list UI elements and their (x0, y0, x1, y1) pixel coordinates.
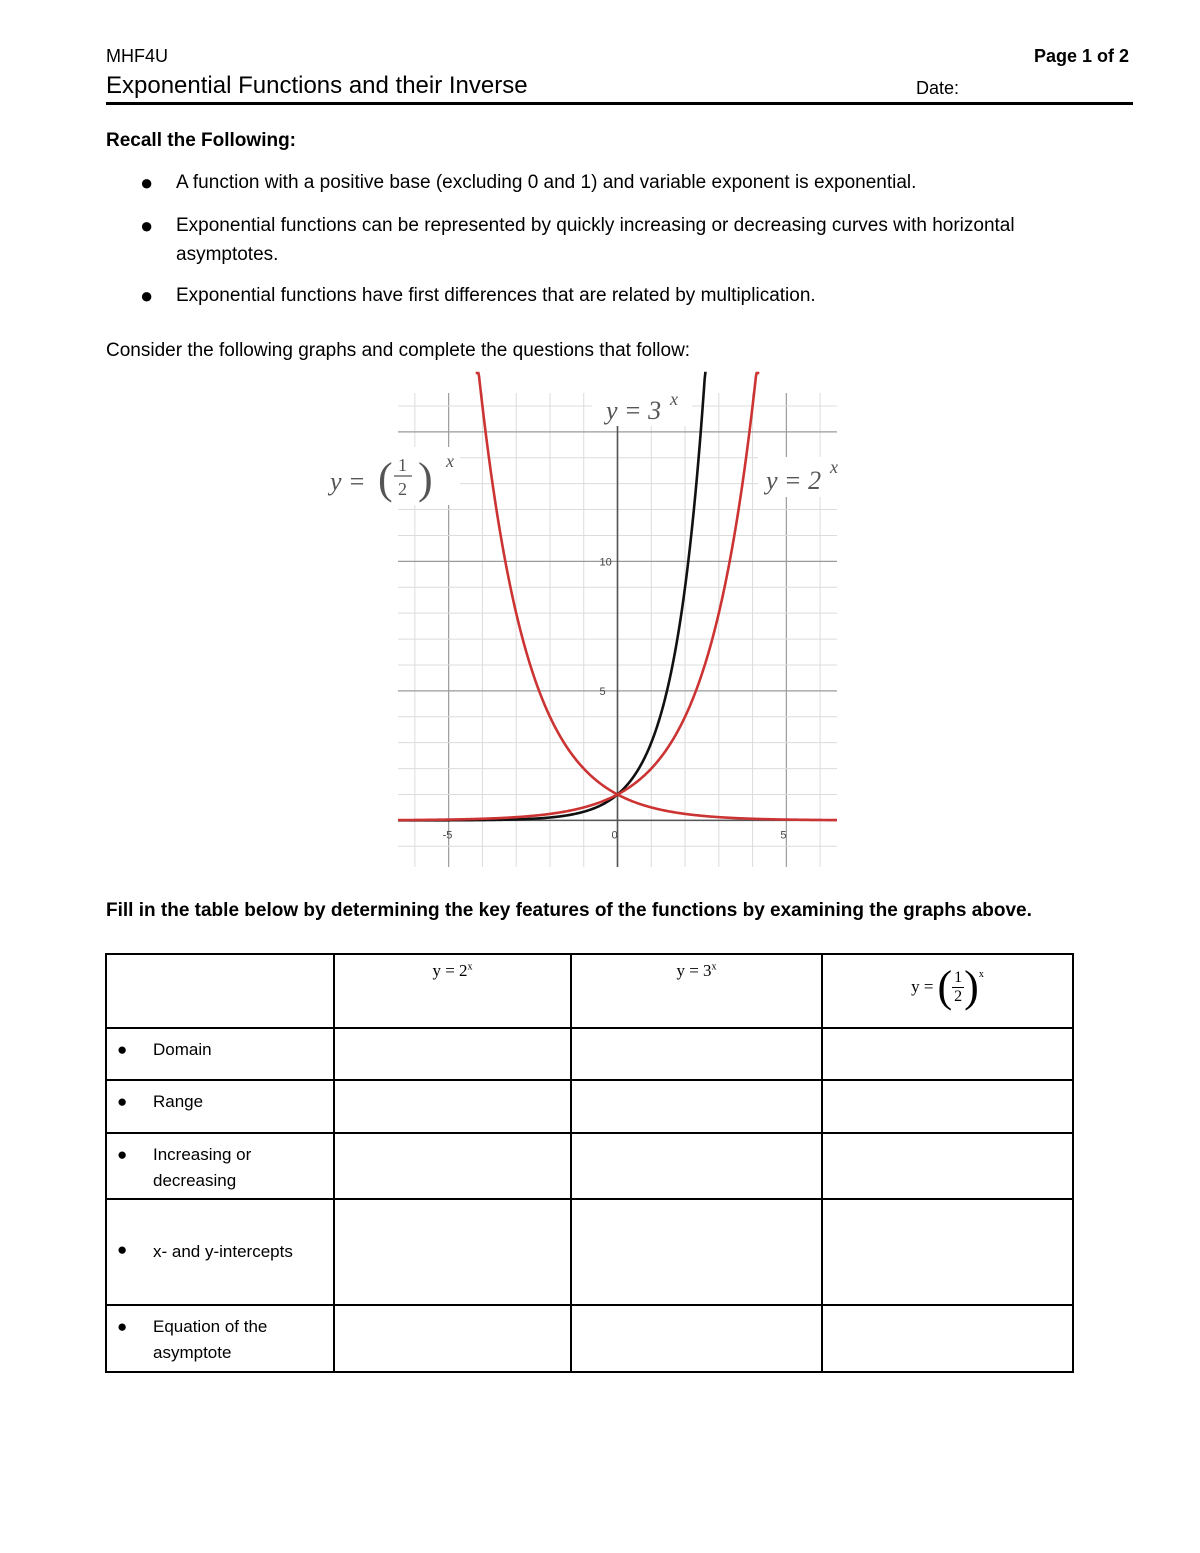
bullet-text: A function with a positive base (excluding 0 and 1) and variable exponent is exponential. (176, 172, 917, 193)
answer-cell[interactable] (822, 1305, 1073, 1372)
table-instruction: Fill in the table below by determining the key features of the functions by examining the graphs above. (106, 900, 1032, 921)
answer-cell[interactable] (571, 1028, 822, 1080)
header-three-exp: x (711, 961, 717, 973)
table-row (106, 1305, 1073, 1372)
row-label-text: Equation of the asymptote (153, 1317, 268, 1362)
header-half-rparen: ) (964, 962, 979, 1011)
half-curve-label-rparen: ) (418, 454, 433, 503)
key-features-table (105, 953, 1074, 1373)
answer-cell[interactable] (571, 1133, 822, 1199)
curve-half-power-x (476, 373, 837, 820)
table-row (106, 1199, 1073, 1305)
curve-two-power-x (398, 373, 759, 820)
half-curve-label-exp: x (446, 451, 454, 471)
row-label-text: Domain (153, 1040, 212, 1059)
half-curve-label-lparen: ( (378, 454, 393, 503)
answer-cell[interactable] (822, 1028, 1073, 1080)
answer-cell[interactable] (334, 1028, 571, 1080)
y-tick-label: 5 (599, 685, 606, 698)
row-label-range (106, 1080, 334, 1133)
bullet-dot-icon: ● (117, 1317, 128, 1336)
bullet-dot-icon: ● (117, 1092, 128, 1111)
course-code: MHF4U (106, 46, 168, 66)
row-label-increasing (106, 1133, 334, 1199)
x-tick-label: -5 (442, 829, 453, 842)
bullet-dot-icon: ● (140, 213, 154, 238)
answer-cell[interactable] (334, 1305, 571, 1372)
answer-cell[interactable] (571, 1199, 822, 1305)
answer-cell[interactable] (334, 1080, 571, 1133)
header-three-base: y = 3 (676, 961, 712, 980)
row-label-asymptote (106, 1305, 334, 1372)
curve-three-power-x (398, 373, 707, 820)
bullet-dot-icon: ● (117, 1145, 128, 1164)
table-corner-cell (106, 954, 334, 1028)
header-half-lparen: ( (937, 962, 953, 1011)
graph-tick-labels (443, 556, 787, 841)
half-curve-label-num: 1 (398, 455, 407, 475)
header-half-expression (911, 962, 984, 1011)
row-label-domain (106, 1028, 334, 1080)
bullet-dot-icon: ● (117, 1040, 128, 1059)
header-two-exp: x (467, 961, 473, 973)
answer-cell[interactable] (334, 1199, 571, 1305)
table-row (106, 1028, 1073, 1080)
header-half-prefix: y = (911, 977, 934, 996)
table-row (106, 1080, 1073, 1133)
header-two-power-x (334, 954, 571, 1028)
header-two-base: y = 2 (432, 961, 468, 980)
answer-cell[interactable] (822, 1199, 1073, 1305)
table-header-row (106, 954, 1073, 1028)
consider-instruction: Consider the following graphs and complete the questions that follow: (106, 340, 691, 361)
two-curve-label-exp: x (830, 457, 838, 477)
x-tick-label: 0 (611, 829, 618, 842)
bullet-text: Exponential functions can be represented by quickly increasing or decreasing curves with horizontal asymptotes. (176, 215, 1015, 265)
table-row (106, 1133, 1073, 1199)
header-half-exp: x (978, 969, 984, 980)
bullet-text: Exponential functions have first differences that are related by multiplication. (176, 285, 816, 306)
half-curve-label-prefix: y = (330, 467, 366, 496)
header-half-power-x (822, 954, 1073, 1028)
header-half-den: 2 (954, 987, 963, 1005)
header-half-fraction (952, 969, 964, 1006)
row-label-text: Increasing or decreasing (153, 1145, 252, 1190)
row-label-text: x- and y-intercepts (153, 1242, 293, 1261)
answer-cell[interactable] (571, 1080, 822, 1133)
three-curve-label-exp: x (670, 389, 678, 409)
bullet-dot-icon: ● (117, 1240, 128, 1259)
answer-cell[interactable] (571, 1305, 822, 1372)
row-label-intercepts (106, 1199, 334, 1305)
bullet-dot-icon: ● (140, 283, 154, 308)
two-curve-label: y = 2 (766, 466, 822, 495)
three-curve-label: y = 3 (606, 396, 662, 425)
answer-cell[interactable] (334, 1133, 571, 1199)
row-label-text: Range (153, 1092, 204, 1111)
answer-cell[interactable] (822, 1080, 1073, 1133)
y-tick-label: 10 (599, 556, 612, 569)
x-tick-label: 5 (780, 829, 787, 842)
page-number: Page 1 of 2 (1034, 46, 1130, 66)
header-three-power-x (571, 954, 822, 1028)
answer-cell[interactable] (822, 1133, 1073, 1199)
header-half-num: 1 (954, 968, 963, 986)
exponential-graph (330, 385, 850, 875)
recall-heading: Recall the Following: (106, 130, 297, 151)
date-label: Date: (916, 78, 960, 98)
half-curve-label-den: 2 (398, 479, 407, 499)
header-rule (106, 102, 1133, 105)
bullet-dot-icon: ● (140, 170, 154, 195)
page-title: Exponential Functions and their Inverse (106, 72, 528, 99)
